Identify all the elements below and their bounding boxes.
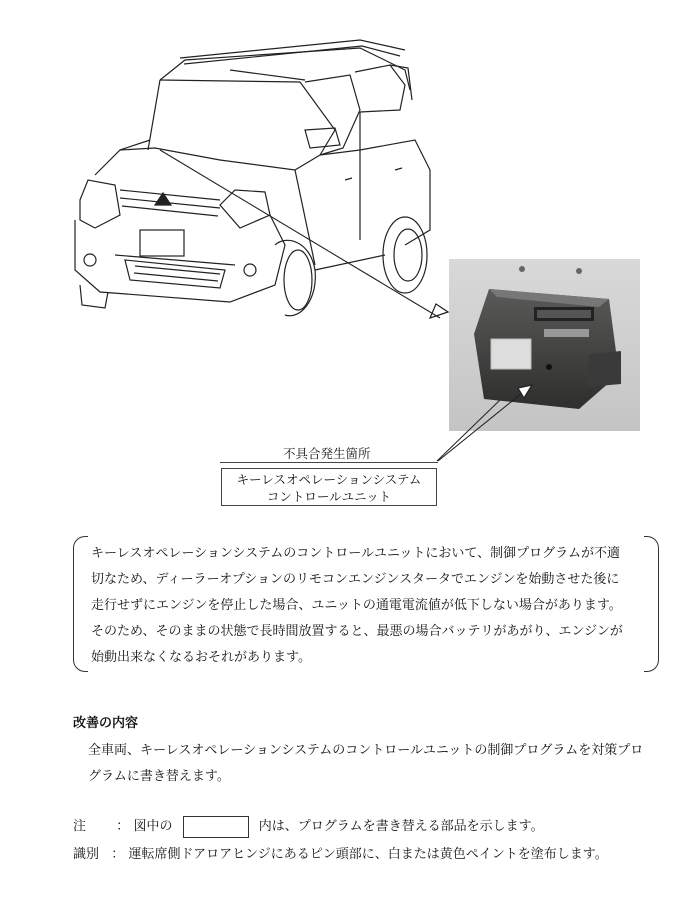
unit-name-line1: キーレスオペレーションシステム [236,472,422,487]
description-line: 切なため、ディーラーオプションのリモコンエンジンスタータでエンジンを始動させた後に [91,572,620,587]
description-line: キーレスオペレーションシステムのコントロールユニットにおいて、制御プログラムが不適 [91,546,621,561]
description-line: そのため、そのままの状態で長時間放置すると、最悪の場合バッテリがあがり、エンジンが [91,624,623,639]
identification-label: 識別 [73,847,100,862]
description-box [73,536,659,670]
unit-name-line2: コントロールユニット [266,489,392,504]
note-sample-box [183,816,249,838]
improvement-title: 改善の内容 [73,716,139,731]
car-illustration [60,30,450,330]
note-label: 注 [73,819,87,834]
note-separator: ： [116,819,130,834]
issue-location-label: 不具合発生箇所 [283,446,371,461]
improvement-line: グラムに書き替えます。 [88,769,230,784]
note-row [73,815,544,838]
note-text-before: 図中の [133,819,173,834]
description-line: 走行せずにエンジンを停止した場合、ユニットの通電電流値が低下しない場合があります。 [91,598,622,613]
left-bracket [73,536,88,672]
description-line: 始動出来なくなるおそれがあります。 [91,650,311,665]
identification-row [73,843,608,862]
issue-label-underline [220,462,438,463]
unit-name-box [221,468,437,506]
control-unit-photo [449,259,640,431]
right-bracket [644,536,659,672]
improvement-line: 全車両、キーレスオペレーションシステムのコントロールユニットの制御プログラムを対策プロ [88,743,644,758]
identification-separator: ： [111,847,125,862]
identification-text: 運転席側ドアロアヒンジにあるピン頭部に、白または黄色ペイントを塗布します。 [128,847,608,862]
note-text-after: 内は、プログラムを書き替える部品を示します。 [258,819,544,834]
